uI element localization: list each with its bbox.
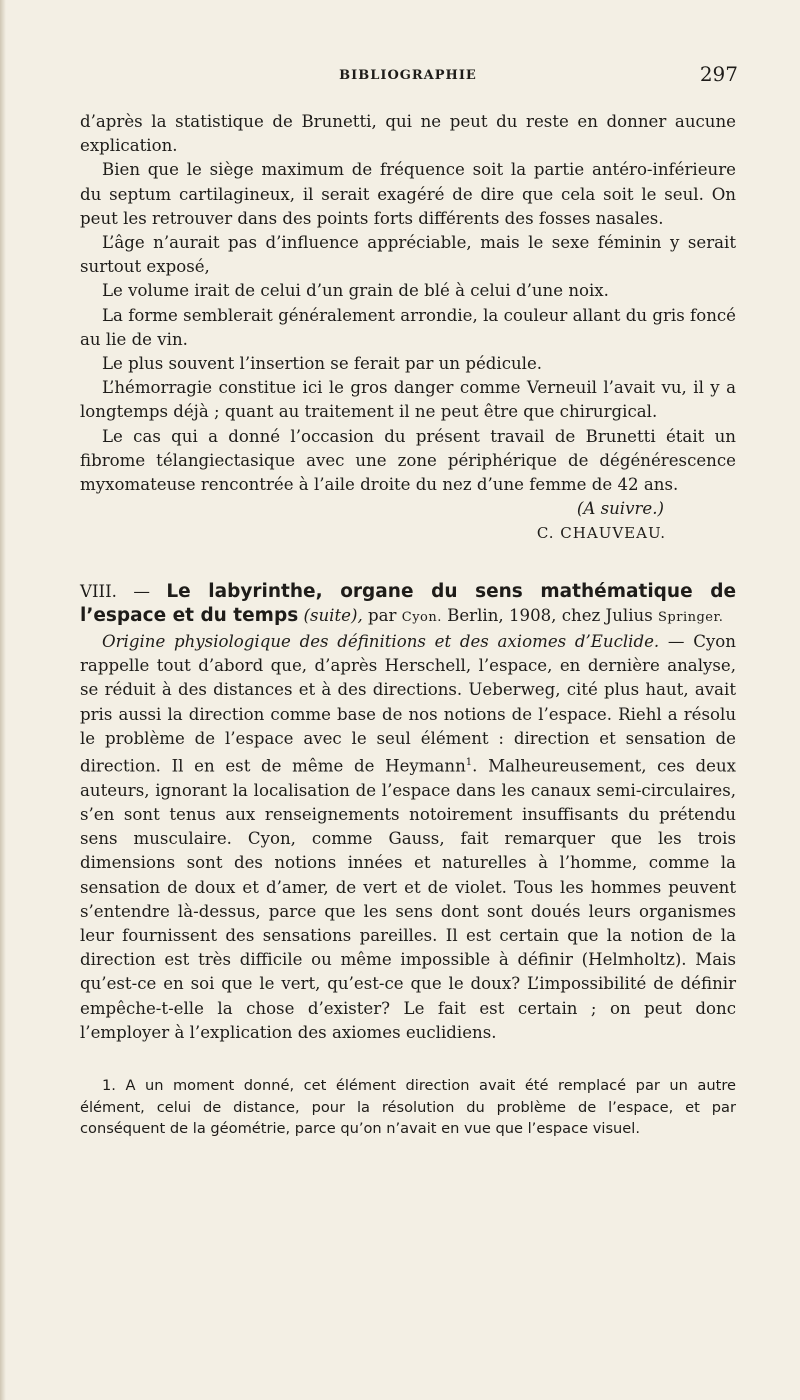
footnote bbox=[80, 1075, 736, 1140]
paragraph: L’hémorragie constitue ici le gros danger comme Verneuil l’avait vu, il y a longtemps déjà ; quant au traitement il ne peut être que chirurgical. bbox=[80, 378, 736, 422]
paragraph: Le plus souvent l’insertion se ferait par un pédicule. bbox=[102, 354, 543, 374]
paragraph: Le cas qui a donné l’occasion du présent travail de Brunetti était un fibrome télangiectasique avec une zone périphérique de dégénérescence myxomateuse rencontrée à l’aile droite du nez d’une femme de 42 ans. bbox=[80, 426, 736, 495]
review-author-signature: C. CHAUVEAU. bbox=[536, 524, 666, 543]
book-author: Cyon. bbox=[401, 609, 442, 625]
review-number: VIII. — bbox=[80, 581, 150, 601]
footnote-number: 1. bbox=[102, 1077, 116, 1095]
paragraph: Bien que le siège maximum de fréquence soit la partie antéro-inférieure du septum cartilagineux, il serait exagéré de dire que cela soit le seul. On peut les retrouver dans des points forts différents des fosses nasales. bbox=[80, 160, 736, 228]
to-follow-note: (A suivre.) bbox=[576, 499, 664, 519]
paragraph: Le volume irait de celui d’un grain de blé à celui d’une noix. bbox=[102, 281, 609, 301]
publisher: Springer. bbox=[658, 609, 724, 625]
paragraph: La forme semblerait généralement arrondie, la couleur allant du gris foncé au lie de vin. bbox=[80, 305, 736, 349]
page-number: 297 bbox=[699, 62, 738, 86]
book-title: Le labyrinthe, organe du sens mathématique de l’espace et du temps bbox=[80, 580, 736, 626]
review-heading bbox=[80, 580, 736, 630]
page-content bbox=[80, 110, 736, 1140]
paragraph: d’après la statistique de Brunetti, qui ne peut du reste en donner aucune explication. bbox=[80, 112, 736, 156]
footnote-text: A un moment donné, cet élément direction avait été remplacé par un autre élément, celui de distance, pour la résolution du problème de l’espace, et par conséquent de la géométrie, parce qu’on n’avait en vue que l’espace visuel. bbox=[80, 1077, 736, 1138]
running-title: BIBLIOGRAPHIE bbox=[339, 68, 477, 83]
body-text: — Cyon rappelle tout d’abord que, d’après Herschell, l’espace, en dernière analyse, se réduit à des distances et à des directions. Ueberweg, cité plus haut, avait pris aussi la direction comme base de nos notions de l’espace. Riehl a résolu le problème de l’espace avec le seul élément : direction et sensation de direction. Il en est de même de Heymann bbox=[80, 632, 736, 776]
footnote-area bbox=[80, 1075, 736, 1140]
suite-label: (suite), bbox=[303, 605, 363, 625]
running-header bbox=[78, 62, 738, 88]
page-edge bbox=[0, 0, 6, 1400]
by-label: par bbox=[368, 605, 397, 625]
footnote-marker: 1 bbox=[465, 757, 473, 769]
subheading: Origine physiologique des définitions et des axiomes d’Euclide. bbox=[102, 632, 660, 652]
review-body bbox=[80, 630, 736, 1045]
body-text: . Malheureusement, ces deux auteurs, ignorant la localisation de l’espace dans les canaux semi-circulaires, s’en sont tenus aux renseignements notoirement insuffisants du prétendu sens musculaire. Cyon, comme Gauss, fait remarquer que les trois dimensions sont des notions innées et naturelles à l’homme, comme la sensation de doux et d’amer, de vert et de violet. Tous les hommes peuvent s’entendre là-dessus, parce que les sens dont sont doués leurs organismes leur fournissent des sensations pareilles. Il est certain que la notion de la direction est très difficile ou même impossible à définir (Helmholtz). Mais qu’est-ce en soi que le vert, qu’est-ce que le doux? L’impossibilité de définir empêche-t-elle la chose d’exister? Le fait est certain ; on peut donc l’employer à l’explication des axiomes euclidiens. bbox=[80, 756, 736, 1042]
paragraph: L’âge n’aurait pas d’influence appréciable, mais le sexe féminin y serait surtout exposé, bbox=[80, 233, 736, 277]
publication-info: Berlin, 1908, chez Julius bbox=[447, 605, 653, 625]
